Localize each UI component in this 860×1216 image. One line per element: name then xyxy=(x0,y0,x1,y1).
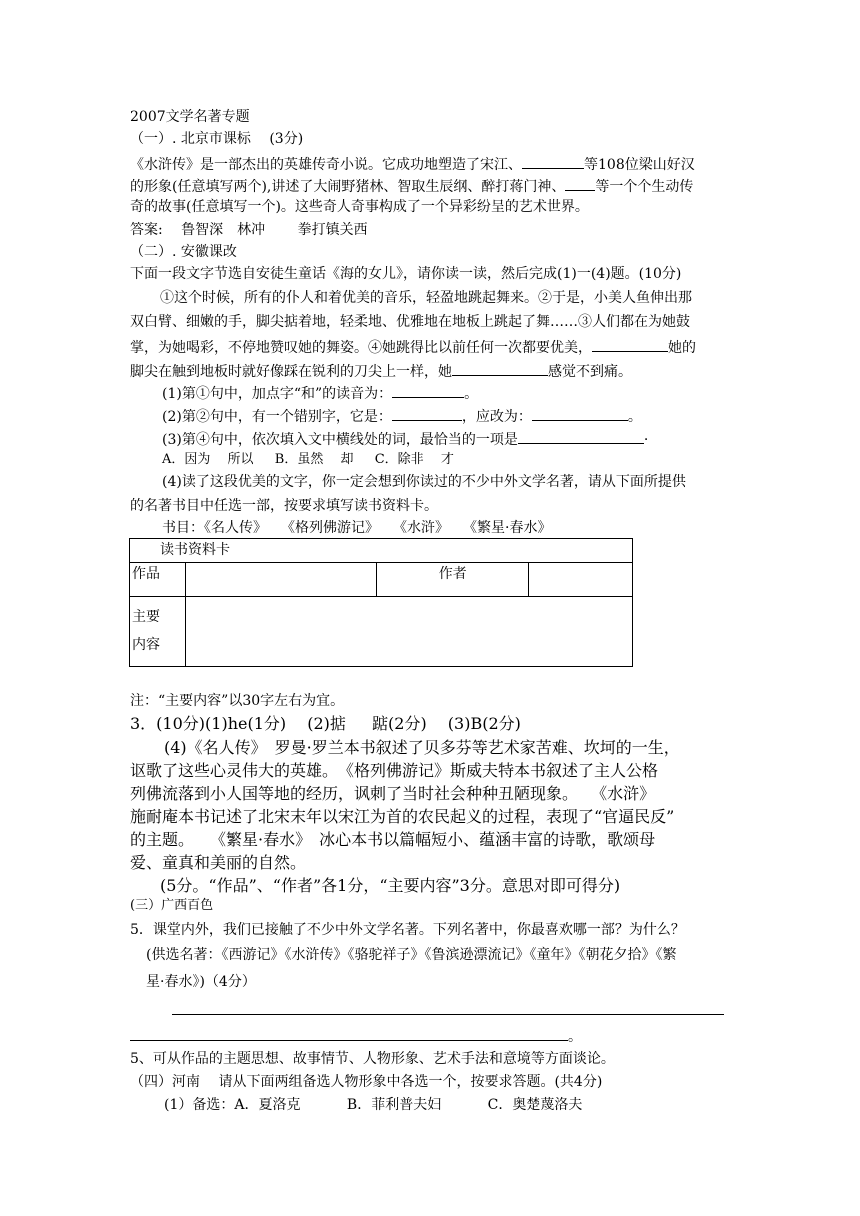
answer-blank xyxy=(392,406,462,421)
answer-text: 的主题。 《繁星·春水》 冰心本书以篇幅短小、蕴涵丰富的诗歌，歌颂母 xyxy=(130,830,656,849)
card-label-content: 主要 内容 xyxy=(130,597,186,667)
passage-text: 双白臂、细嫩的手，脚尖掂着地，轻柔地、优雅地在地板上跳起了舞……③人们都在为她鼓 xyxy=(130,314,690,330)
doc-title: 2007文学名著专题 xyxy=(130,109,250,125)
question-text: 奇的故事(任意填写一个)。这些奇人奇事构成了一个异彩纷呈的艺术世界。 xyxy=(130,199,589,215)
answer-blank xyxy=(452,361,548,376)
question-text: 《水浒传》是一部杰出的英雄传奇小说。它成功地塑造了宋江、 等108位梁山好汉 xyxy=(130,154,695,174)
section-heading-4: （四）河南 请从下面两组备选人物形象中各选一个，按要求答题。(共4分) xyxy=(130,1074,603,1090)
section-heading-1: （一）. 北京市课标 (3分) xyxy=(130,131,304,147)
answer-blank xyxy=(392,383,464,398)
question-text: 5．课堂内外，我们已接触了不少中外文学名著。下列名著中，你最喜欢哪一部？为什么？ xyxy=(130,922,685,938)
answer-text: 讴歌了这些心灵伟大的英雄。 《格列佛游记》斯威夫特本书叙述了主人公格 xyxy=(130,761,659,780)
answer-line[interactable] xyxy=(130,1040,568,1041)
question-text: 的形象(任意填写两个),讲述了大闹野猪林、智取生辰纲、醉打蒋门神、 等一个个生动传 xyxy=(130,176,693,196)
sub-question-4: (4)读了这段优美的文字，你一定会想到你读过的不少中外文学名著，请从下面所提供 xyxy=(162,474,686,490)
note-text: 注：“主要内容”以30字左右为宜。 xyxy=(130,693,345,709)
answer-blank xyxy=(522,154,584,169)
answer-blank xyxy=(532,406,628,421)
question-text: 星·春水》)（4分） xyxy=(146,974,256,990)
scoring-note: (5分。“作品”、“作者”各1分，“主要内容”3分。意思对即可得分) xyxy=(160,876,621,895)
answer-text: 答案: 鲁智深 林冲 拳打镇关西 xyxy=(130,222,368,238)
reading-card-table xyxy=(129,538,633,667)
period-mark: 。 xyxy=(568,1029,582,1045)
question-text: 的名著书目中任选一部，按要求填写读书资料卡。 xyxy=(130,498,438,514)
answer-blank xyxy=(518,429,644,444)
passage-text: 脚尖在触到地板时就好像踩在锐利的刀尖上一样，她 感觉不到痛。 xyxy=(130,361,632,381)
card-work-cell[interactable] xyxy=(185,563,377,597)
sub-question-1: (1)第①句中，加点字“和”的读音为： 。 xyxy=(162,383,478,403)
passage-text: 掌，为她喝彩，不停地赞叹她的舞姿。④她跳得比以前任何一次都要优美， 她的 xyxy=(130,337,696,357)
answer-line[interactable] xyxy=(172,1014,724,1015)
card-title: 读书资料卡 xyxy=(130,539,633,563)
answer-text: 5、可从作品的主题思想、故事情节、人物形象、艺术手法和意境等方面谈论。 xyxy=(130,1051,615,1067)
question-intro: 下面一段文字节选自安徒生童话《海的女儿》，请你读一读，然后完成(1)一(4)题。(10分) xyxy=(130,266,682,282)
section-heading-3: (三）广西百色 xyxy=(130,898,214,913)
answer-text: 施耐庵本书记述了北宋末年以宋江为首的农民起义的过程，表现了“官逼民反” xyxy=(130,807,675,826)
sub-question-2: (2)第②句中，有一个错别字，它是： ，应改为： 。 xyxy=(162,406,642,426)
section-heading-2: （二）. 安徽课改 xyxy=(130,244,237,260)
question-text: (供选名著：《西游记》《水浒传》《骆驼祥子》《鲁滨逊漂流记》《童年》《朝花夕拾》《繁 xyxy=(146,947,677,963)
card-label-author: 作者 xyxy=(377,563,529,597)
answer-text: 列佛流落到小人国等地的经历，讽刺了当时社会种种丑陋现象。 《水浒》 xyxy=(130,784,656,803)
book-list: 书目：《名人传》 《格列佛游记》 《水浒》 《繁星·春水》 xyxy=(162,520,552,536)
answer-text: 3．(10分)(1)he(1分) (2)掂 踮(2分) (3)B(2分) xyxy=(130,714,521,733)
answer-options: (1）备选：A．夏洛克 B．菲利普夫妇 C．奥楚蔑洛夫 xyxy=(164,1097,583,1113)
passage-text: ①这个时候，所有的仆人和着优美的音乐，轻盈地跳起舞来。②于是，小美人鱼伸出那 xyxy=(160,290,692,306)
answer-blank xyxy=(592,337,668,352)
answer-text: 爱、童真和美丽的自然。 xyxy=(130,853,307,872)
sub-question-3: (3)第④句中，依次填入文中横线处的词，最恰当的一项是 · xyxy=(162,429,648,449)
answer-blank xyxy=(565,176,595,191)
card-label-work: 作品 xyxy=(130,563,186,597)
answer-text: (4)《名人传》 罗曼·罗兰本书叙述了贝多芬等艺术家苦难、坎坷的一生， xyxy=(164,738,680,757)
answer-options: A．因为 所以 B．虽然 却 C．除非 才 xyxy=(162,452,454,467)
card-author-cell[interactable] xyxy=(529,563,633,597)
card-content-cell[interactable] xyxy=(185,597,632,667)
